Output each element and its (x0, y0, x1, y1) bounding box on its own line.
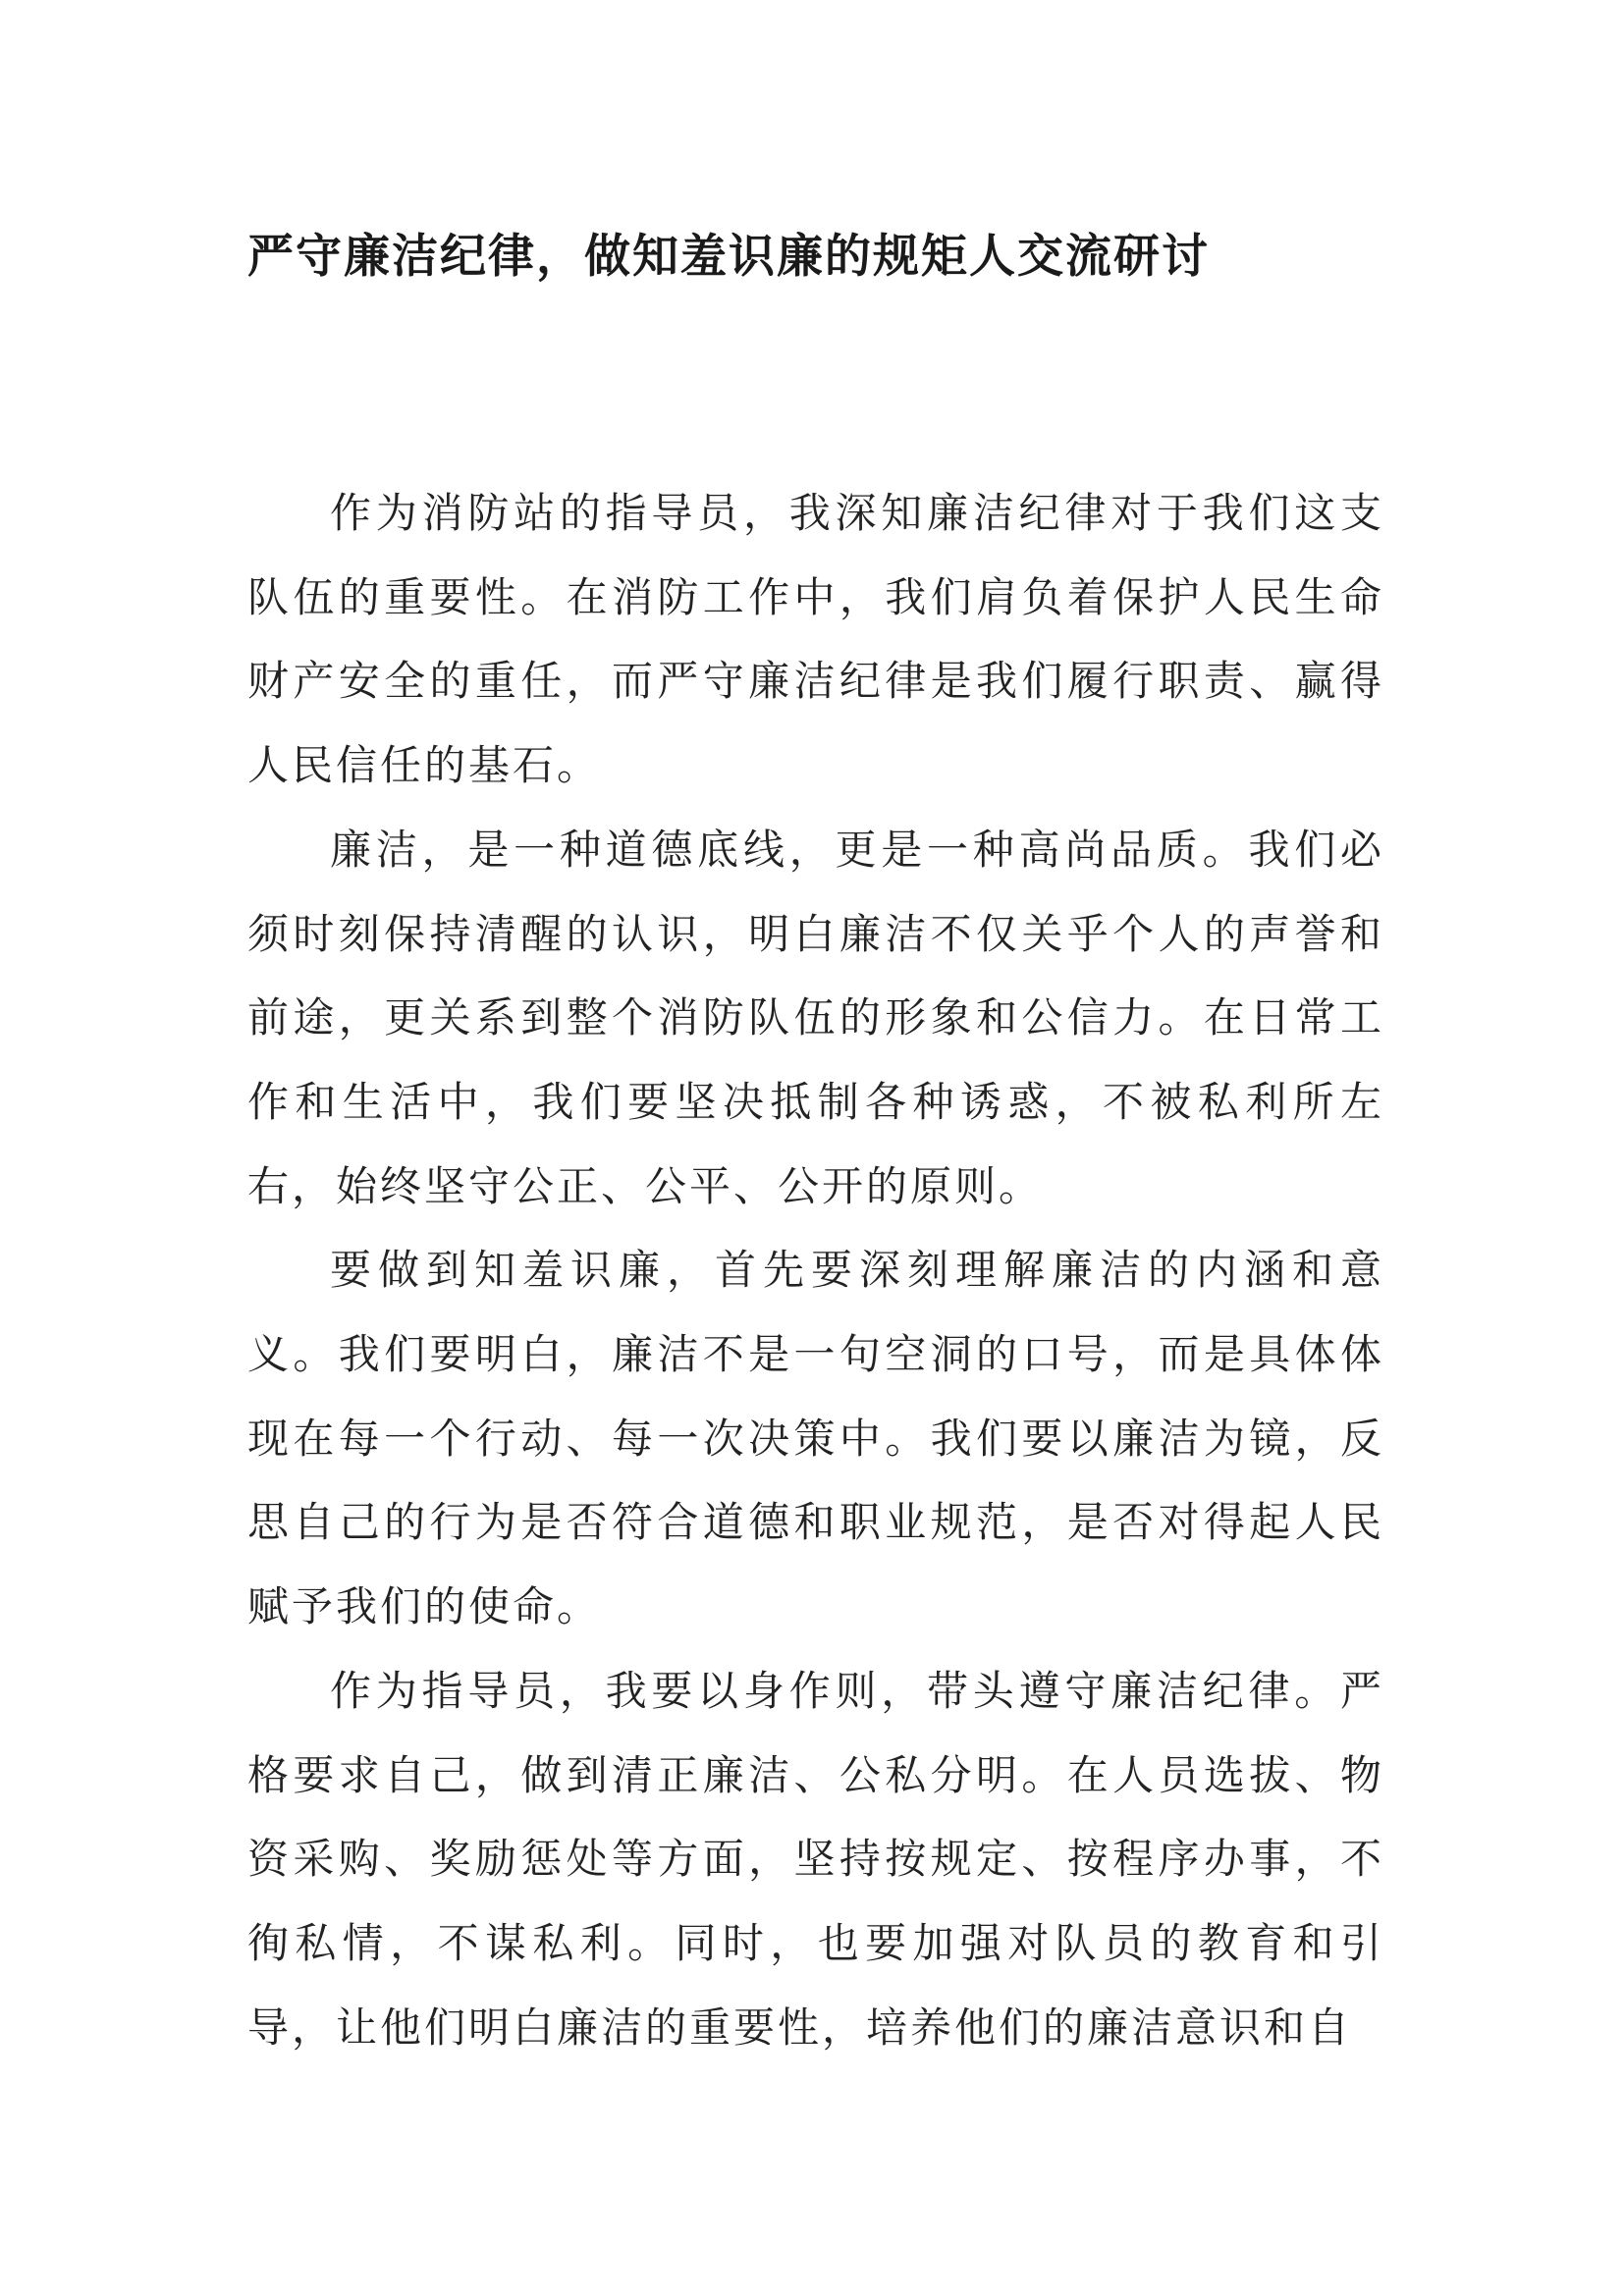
document-title: 严守廉洁纪律，做知羞识廉的规矩人交流研讨 (247, 230, 1210, 284)
paragraph: 作为消防站的指导员，我深知廉洁纪律对于我们这支队伍的重要性。在消防工作中，我们肩负着保护人民生命财产安全的重任，而严守廉洁纪律是我们履行职责、赢得人民信任的基石。 (247, 489, 1384, 790)
document-body (247, 471, 1384, 2069)
paragraph: 廉洁，是一种道德底线，更是一种高尚品质。我们必须时刻保持清醒的认识，明白廉洁不仅关乎个人的声誉和前途，更关系到整个消防队伍的形象和公信力。在日常工作和生活中，我们要坚决抵制各种诱惑，不被私利所左右，始终坚守公正、公平、公开的原则。 (247, 825, 1384, 1210)
paragraph: 要做到知羞识廉，首先要深刻理解廉洁的内涵和意义。我们要明白，廉洁不是一句空洞的口号，而是具体体现在每一个行动、每一次决策中。我们要以廉洁为镜，反思自己的行为是否符合道德和职业规范，是否对得起人民赋予我们的使命。 (247, 1246, 1384, 1631)
paragraph: 作为指导员，我要以身作则，带头遵守廉洁纪律。严格要求自己，做到清正廉洁、公私分明。在人员选拔、物资采购、奖励惩处等方面，坚持按规定、按程序办事，不徇私情，不谋私利。同时，也要加强对队员的教育和引导，让他们明白廉洁的重要性，培养他们的廉洁意识和自 (247, 1666, 1384, 2052)
